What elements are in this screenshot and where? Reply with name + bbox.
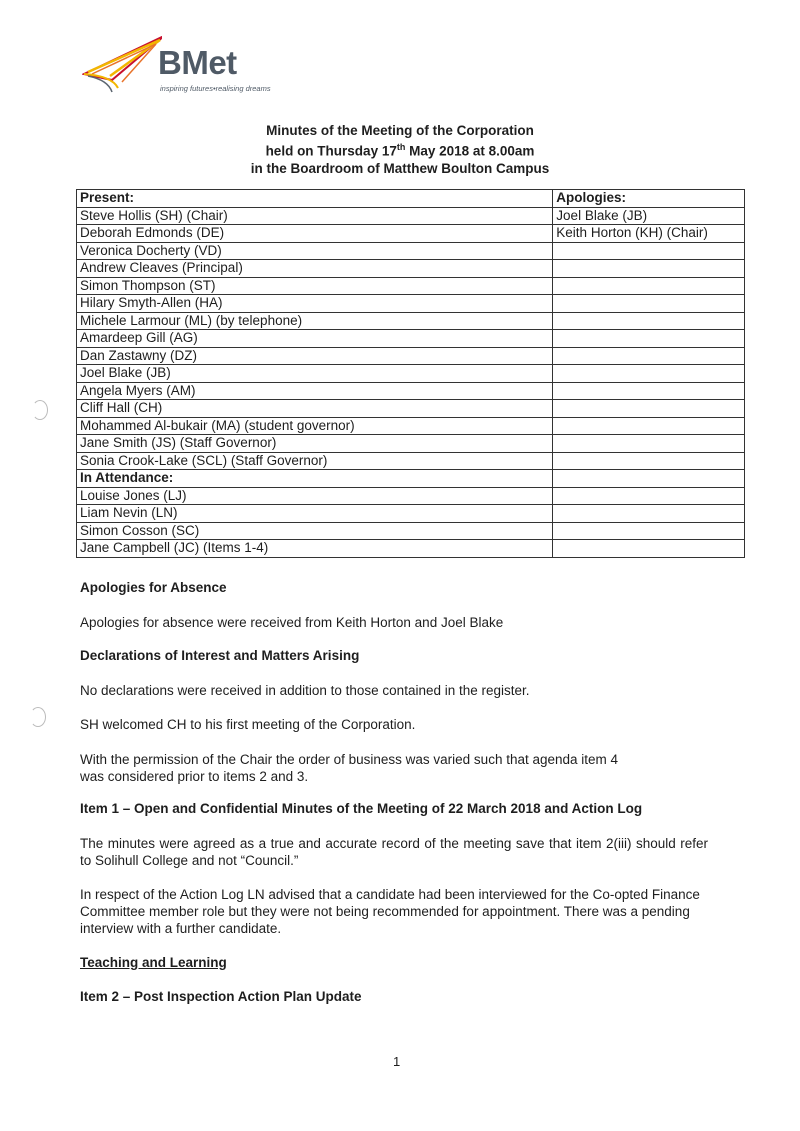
table-row (77, 487, 745, 505)
present-cell: Andrew Cleaves (Principal) (77, 260, 553, 278)
logo-swoosh-icon (82, 36, 162, 98)
apologies-cell (553, 347, 745, 365)
table-row (77, 452, 745, 470)
apologies-heading: Apologies for Absence (80, 580, 227, 595)
present-cell: Joel Blake (JB) (77, 365, 553, 383)
apologies-cell (553, 435, 745, 453)
present-cell: Simon Cosson (SC) (77, 522, 553, 540)
title-line-2: held on Thursday 17th May 2018 at 8.00am (265, 142, 535, 159)
order-text: With the permission of the Chair the order of business was varied such that agenda item 4 was considered prior to items 2 and 3. (80, 752, 619, 784)
present-cell: Michele Larmour (ML) (by telephone) (77, 312, 553, 330)
apologies-cell (553, 382, 745, 400)
table-row (77, 382, 745, 400)
title-line-3: in the Boardroom of Matthew Boulton Campus (250, 160, 550, 176)
logo-wordmark: BMet (158, 44, 237, 81)
title-line-1: Minutes of the Meeting of the Corporation (266, 123, 534, 138)
present-cell: Sonia Crook-Lake (SCL) (Staff Governor) (77, 452, 553, 470)
apologies-cell (553, 242, 745, 260)
present-cell: Liam Nevin (LN) (77, 505, 553, 523)
attendance-table (76, 189, 745, 558)
teaching-heading: Teaching and Learning (80, 955, 227, 970)
logo-tagline: inspiring futures•realising dreams (160, 84, 271, 93)
declarations-heading: Declarations of Interest and Matters Arising (80, 648, 360, 663)
present-cell: Veronica Docherty (VD) (77, 242, 553, 260)
table-row (77, 365, 745, 383)
table-row (77, 295, 745, 313)
table-row (77, 400, 745, 418)
apologies-cell (553, 452, 745, 470)
table-row (77, 260, 745, 278)
table-row (77, 435, 745, 453)
apologies-cell: Apologies: (553, 190, 745, 208)
apologies-cell (553, 365, 745, 383)
present-cell: In Attendance: (77, 470, 553, 488)
apologies-cell (553, 312, 745, 330)
table-row (77, 190, 745, 208)
apologies-text: Apologies for absence were received from Keith Horton and Joel Blake (80, 615, 504, 630)
present-cell: Cliff Hall (CH) (77, 400, 553, 418)
present-cell: Angela Myers (AM) (77, 382, 553, 400)
table-row (77, 207, 745, 225)
welcome-text: SH welcomed CH to his first meeting of the Corporation. (80, 717, 416, 732)
table-row (77, 312, 745, 330)
apologies-cell (553, 260, 745, 278)
present-cell: Mohammed Al-bukair (MA) (student governor) (77, 417, 553, 435)
present-cell: Jane Smith (JS) (Staff Governor) (77, 435, 553, 453)
apologies-cell: Keith Horton (KH) (Chair) (553, 225, 745, 243)
item1-text: The minutes were agreed as a true and accurate record of the meeting save that item 2(iii) should refer to Solihull College and not “Council.” (80, 836, 708, 868)
present-cell: Simon Thompson (ST) (77, 277, 553, 295)
table-row (77, 242, 745, 260)
punch-hole-mark (30, 707, 46, 727)
apologies-cell (553, 295, 745, 313)
document-title (0, 122, 800, 177)
apologies-cell (553, 277, 745, 295)
present-cell: Louise Jones (LJ) (77, 487, 553, 505)
apologies-cell (553, 400, 745, 418)
page-number: 1 (393, 1054, 401, 1069)
table-row (77, 522, 745, 540)
table-row (77, 505, 745, 523)
present-cell: Dan Zastawny (DZ) (77, 347, 553, 365)
apologies-cell (553, 487, 745, 505)
present-cell: Present: (77, 190, 553, 208)
punch-hole-mark (32, 400, 48, 420)
apologies-cell: Joel Blake (JB) (553, 207, 745, 225)
table-row (77, 540, 745, 558)
action-log-text: In respect of the Action Log LN advised that a candidate had been interviewed for the Co-opted Finance Committee member role but they were not being recommended for appointment. There was a pending interview with a further candidate. (80, 887, 700, 936)
table-row (77, 470, 745, 488)
apologies-cell (553, 330, 745, 348)
present-cell: Hilary Smyth-Allen (HA) (77, 295, 553, 313)
apologies-cell (553, 522, 745, 540)
apologies-cell (553, 417, 745, 435)
item1-heading: Item 1 – Open and Confidential Minutes of the Meeting of 22 March 2018 and Action Log (80, 801, 643, 816)
present-cell: Deborah Edmonds (DE) (77, 225, 553, 243)
table-row (77, 347, 745, 365)
table-row (77, 417, 745, 435)
apologies-cell (553, 540, 745, 558)
declarations-text: No declarations were received in addition to those contained in the register. (80, 683, 530, 698)
table-row (77, 225, 745, 243)
bmet-logo (82, 36, 302, 98)
present-cell: Jane Campbell (JC) (Items 1-4) (77, 540, 553, 558)
present-cell: Amardeep Gill (AG) (77, 330, 553, 348)
apologies-cell (553, 470, 745, 488)
table-row (77, 277, 745, 295)
item2-heading: Item 2 – Post Inspection Action Plan Update (80, 989, 362, 1004)
present-cell: Steve Hollis (SH) (Chair) (77, 207, 553, 225)
table-row (77, 330, 745, 348)
apologies-cell (553, 505, 745, 523)
